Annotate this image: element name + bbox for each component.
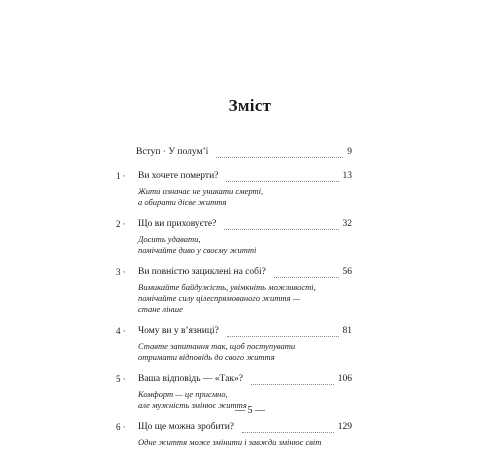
toc-entry-line [116, 171, 352, 185]
subtitle-line: але мужність змінює життя [138, 400, 247, 410]
subtitle-line: стане лінше [138, 304, 183, 314]
toc-entry-subtitle [130, 234, 352, 256]
toc-entry-subtitle [130, 437, 352, 448]
toc-entry-title: Ваша відповідь — «Так»? [138, 374, 243, 384]
toc-entry-line [116, 326, 352, 340]
subtitle-line: Одне життя може змінити і завжди змінює світ [138, 437, 322, 447]
toc-entry-line [130, 147, 352, 161]
toc-entry-title: Ви хочете померти? [138, 171, 219, 181]
toc-entry-title: Що ви приховуєте? [138, 219, 217, 229]
toc-entry [116, 422, 352, 448]
toc-entry-page: 32 [342, 219, 352, 229]
subtitle-line: Комфорт — це приємно, [138, 389, 228, 399]
toc-entry-number: 6 · [116, 422, 126, 432]
toc-entry-subtitle [130, 282, 352, 315]
toc-heading: Зміст [228, 96, 272, 115]
toc-entry-page: 56 [342, 267, 352, 277]
toc-entry [116, 267, 352, 315]
dot-leader [227, 336, 339, 337]
toc-entry-page: 106 [337, 374, 352, 384]
toc-entry-subtitle [130, 186, 352, 208]
subtitle-line: Жити означає не уникати смерті, [138, 186, 264, 196]
toc-entry-number: 2 · [116, 219, 126, 229]
toc-entry-title: Ви повністю зациклені на собі? [138, 267, 266, 277]
toc-entry-line [116, 422, 352, 436]
toc-entry-number: 5 · [116, 374, 126, 384]
toc-entry-title: Чому ви у в’язниці? [138, 326, 219, 336]
page-number: — 5 — [235, 405, 265, 416]
toc-entry-page: 81 [342, 326, 352, 336]
subtitle-line: Ставте запитання так, щоб поступувати [138, 341, 296, 351]
subtitle-line: а обирати дієве життя [138, 197, 227, 207]
dot-leader [242, 432, 334, 433]
subtitle-line: Вимикайте байдужість, увімкніть можливості, [138, 282, 316, 292]
toc-entry-number: 4 · [116, 326, 126, 336]
toc-entry-line [116, 374, 352, 388]
toc-entry-page: 129 [337, 422, 352, 432]
subtitle-line: помічайте силу цілеспрямованого життя — [138, 293, 301, 303]
dot-leader [251, 384, 334, 385]
dot-leader [226, 181, 338, 182]
toc-entry-subtitle [130, 341, 352, 363]
toc-entry-number: 3 · [116, 267, 126, 277]
toc-entry [116, 219, 352, 256]
subtitle-line: Досить удавати, [138, 234, 201, 244]
subtitle-line: отримати відповідь до свого життя [138, 352, 275, 362]
subtitle-line: помічайте диво у своєму житті [138, 245, 257, 255]
dot-leader [224, 229, 338, 230]
toc-entry-title: Що ще можна зробити? [138, 422, 235, 432]
toc-entry-number: 1 · [116, 171, 126, 181]
toc-entry [130, 147, 352, 161]
toc-entry-line [116, 267, 352, 281]
dot-leader [216, 157, 343, 158]
toc-entry [116, 171, 352, 208]
toc-list [116, 147, 352, 448]
toc-entry-page: 9 [347, 147, 352, 157]
toc-entry [116, 326, 352, 363]
toc-entry-title: Вступ · У полум’ї [136, 147, 209, 157]
toc-entry-page: 13 [342, 171, 352, 181]
toc-entry-line [116, 219, 352, 233]
dot-leader [274, 277, 339, 278]
